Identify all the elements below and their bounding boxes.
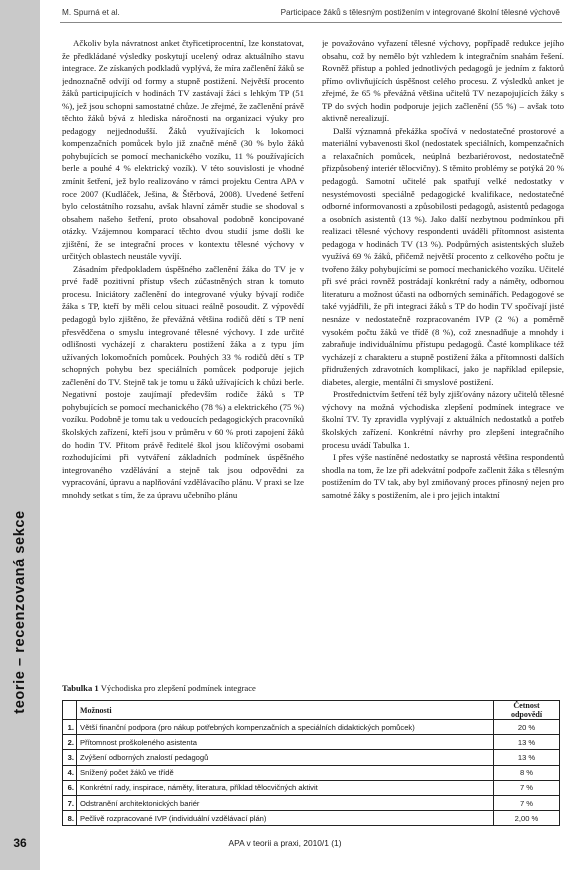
row-frequency: 7 % [494,780,560,795]
running-header [62,8,560,22]
row-option: Konkrétní rady, inspirace, náměty, literatura, příklad tělocvičných aktivit [77,780,494,795]
row-number: 4. [63,765,77,780]
page-number: 36 [13,836,27,850]
table-row [63,811,560,826]
table-row [63,765,560,780]
row-option: Zvýšení odborných znalostí pedagogů [77,750,494,765]
section-label: teorie – recenzovaná sekce [12,510,28,714]
row-option: Větší finanční podpora (pro nákup potřebných kompenzačních a speciálních didaktických pomůcek) [77,720,494,735]
row-number: 6. [63,780,77,795]
footer-journal: APA v teorii a praxi, 2010/1 (1) [228,838,342,848]
row-number: 8. [63,811,77,826]
row-option: Snížený počet žáků ve třídě [77,765,494,780]
row-option: Přítomnost proškoleného asistenta [77,735,494,750]
body-paragraph: I přes výše nastíněné nedostatky se naprostá většina respondentů shodla na tom, že lze při adekvátní podpoře začlenit žáka s tělesným postižením do TV tak, aby byl zmiňovaný proces přínosný nejen pro samotné žáky s postižením, ale i pro jejich intaktní [322,452,564,500]
table-row [63,735,560,750]
row-number: 2. [63,735,77,750]
table-header-row [63,701,560,720]
body-column-right [322,37,564,675]
row-frequency: 13 % [494,750,560,765]
table-row [63,720,560,735]
table-row [63,750,560,765]
row-frequency: 13 % [494,735,560,750]
header-running-title: Participace žáků s tělesným postižením v integrované školní tělesné výchově [280,8,560,17]
table-header-frequency: Četnost odpovědí [494,701,560,720]
body-column-left [62,37,304,675]
table-header-options: Možnosti [77,701,494,720]
table-row [63,795,560,810]
body-paragraph: Ačkoliv byla návratnost anket čtyřicetiprocentní, lze konstatovat, že předkládané výsledky poskytují ucelený odraz aktuálního stavu integrace. Ze získaných podkladů vyplývá, že míra začlenění žáků se jednoznačně odvíjí od formy a stupně postižení. Největší procento žáků participujících v hodinách TV zastávají žáci s lehkým TP (51 %), jež jsou schopni samostatné chůze. Je zřejmé, že začlenění právě těchto žáků bývá z hlediska náročnosti na organizaci výuky pro pedagogy nejjednodušší. Žáků využívajících k lokomoci kompenzačních pomůcek bylo již značně méně (30 % bylo žáků pohybujících se pomocí mechanického vozíku, 11 % používajících berle a pouhé 4 % elektrický vozík). V této souvislosti je vhodné zmínit šetření, jež bylo realizováno v rámci projektu Centra APA v roce 2007 (Kudláček, Ješina, & Štěrbová, 2008). Uvedené šetření bylo celostátního rozsahu, avšak hlavní záměr studie se shodoval s obsahem našeho šetření, proto obsahoval podobně koncipované otázky. Vzájemnou komparací těchto dvou studií jsme došli ke zjištění, že se integrační proces v kontextu tělesné výchovy v určitých oblastech neustále vyvíjí. [62,38,304,262]
body-paragraph: Prostřednictvím šetření též byly zjišťovány názory učitelů tělesné výchovy na možná východiska zlepšení podmínek integrace ve školní TV. Ty zpravidla vyplývají z aktuálních nedostatků a potřeb školských zařízení. Konkrétní návrhy pro zlepšení integračního procesu uvádí Tabulka 1. [322,389,564,450]
row-option: Odstranění architektonických bariér [77,795,494,810]
table-caption [62,683,256,693]
table-caption-text: Východiska pro zlepšení podmínek integrace [100,683,256,693]
row-option: Pečlivě rozpracované IVP (individuální vzdělávací plán) [77,811,494,826]
body-paragraph: Zásadním předpokladem úspěšného začlenění žáka do TV je v prvé řadě pozitivní přístup všech zúčastněných stran k tomuto procesu. Iniciátory začlenění do integrované výuky bývají rodiče žáka s TP, kteří by měli celou situaci reálně posoudit. Z výpovědí pedagogů bylo zjištěno, že převážná většina rodičů dětí s TP není přesvědčena o smyslu integrované tělesné výchovy. I zde určité odlišnosti vycházejí z charakteru postižení žáka a z typu jím užívaných lokomočních pomůcek. Pouhých 33 % rodičů dětí s TP schopných pohybu bez speciálních pomůcek podporuje jejich začlenění do TV. Stejně tak je tomu u žáků užívajících k chůzi berle. Negativní postoje zaujímají především rodiče žáků s TP pohybujících se pomocí mechanického (78 %) a elektrického (75 %) vozíku. Podobně je tomu tak u vedoucích pedagogických pracovníků školských zařízení, kteří jsou v průměru v 60 % proti zapojení žáků do hodin TV. Přitom právě ředitelé škol jsou klíčovými osobami rozhodujícími při vytváření základních podmínek úspěšného integrovaného vzdělávání a stejně tak jsou odpovědni za vypracování, úpravu a naplňování vzdělávacího plánu. V praxi se lze mnohdy setkat s tím, že za úpravu učebního plánu [62,263,304,500]
table-header-number [63,701,77,720]
body-paragraph: Další významná překážka spočívá v nedostatečné prostorové a materiální vybavenosti škol (nedostatek speciálních, kompenzačních a relaxačních pomůcek, neúplná bezbariérovost, nedostatečně přizpůsobený interiér tělocvičny). S těmito problémy se potýká 20 % pedagogů. Samotní učitelé pak spatřují velké nedostatky v nesystémovosti speciálně pedagogické kvalifikace, nedostatečné odborné informovanosti a způsobilosti pedagogů, asistentů pedagoga a osobních asistentů (13 %). Jako další nezbytnou podmínkou při realizaci tělesné výchovy respondenti uváděli přítomnost asistenta pedagoga v hodinách TV (13 %). Podpůrných asistentských služeb využívá 69 % žáků, přičemž největší procento z celkového počtu je tvořeno žáky pohybujícími se pomocí mechanického vozíku. Učitelé při své práci rovněž postrádají konkrétní rady a náměty, odbornou literaturu a možnost účasti na odborných seminářích. Pedagogové se také vyjádřili, že při integraci žáků s TP do hodin TV spočívají jisté nesnáze v nedostatečně rozpracovaném IVP (2 %) a poměrně vysokém počtu žáků ve třídě (8 %), což znesnadňuje a mnohdy i zabraňuje individuálnímu přístupu pedagogů. Časté komplikace též vycházejí z charakteru a stupně postižení žáka a přítomnosti dalších přidružených zdravotních komplikací, jako je například epilepsie, diabetes, alergie, mentální či smyslové postižení. [322,125,564,387]
row-number: 3. [63,750,77,765]
header-authors: M. Spurná et al. [62,8,120,17]
row-frequency: 7 % [494,795,560,810]
body-paragraph: je považováno vyřazení tělesné výchovy, popřípadě redukce jejího obsahu, což by nemělo být vzhledem k integračním snahám řešení. Rovněž přístup a pohled jednotlivých pedagogů je jedním z faktorů přímo ovlivňujících úspěšnost celého procesu. Z výsledků anket je zřejmé, že 65 % převážná většina učitelů TV nezapojujících žáky s TP do svých hodin podporuje jejich začlenění (55 %) – avšak toto aktivně nerealizují. [322,38,564,124]
table-row [63,780,560,795]
row-frequency: 20 % [494,720,560,735]
row-number: 1. [63,720,77,735]
table-caption-label: Tabulka 1 [62,683,99,693]
row-frequency: 2,00 % [494,811,560,826]
section-sidebar [0,0,40,870]
improvement-table [62,700,560,826]
header-rule [60,22,562,23]
row-frequency: 8 % [494,765,560,780]
row-number: 7. [63,795,77,810]
